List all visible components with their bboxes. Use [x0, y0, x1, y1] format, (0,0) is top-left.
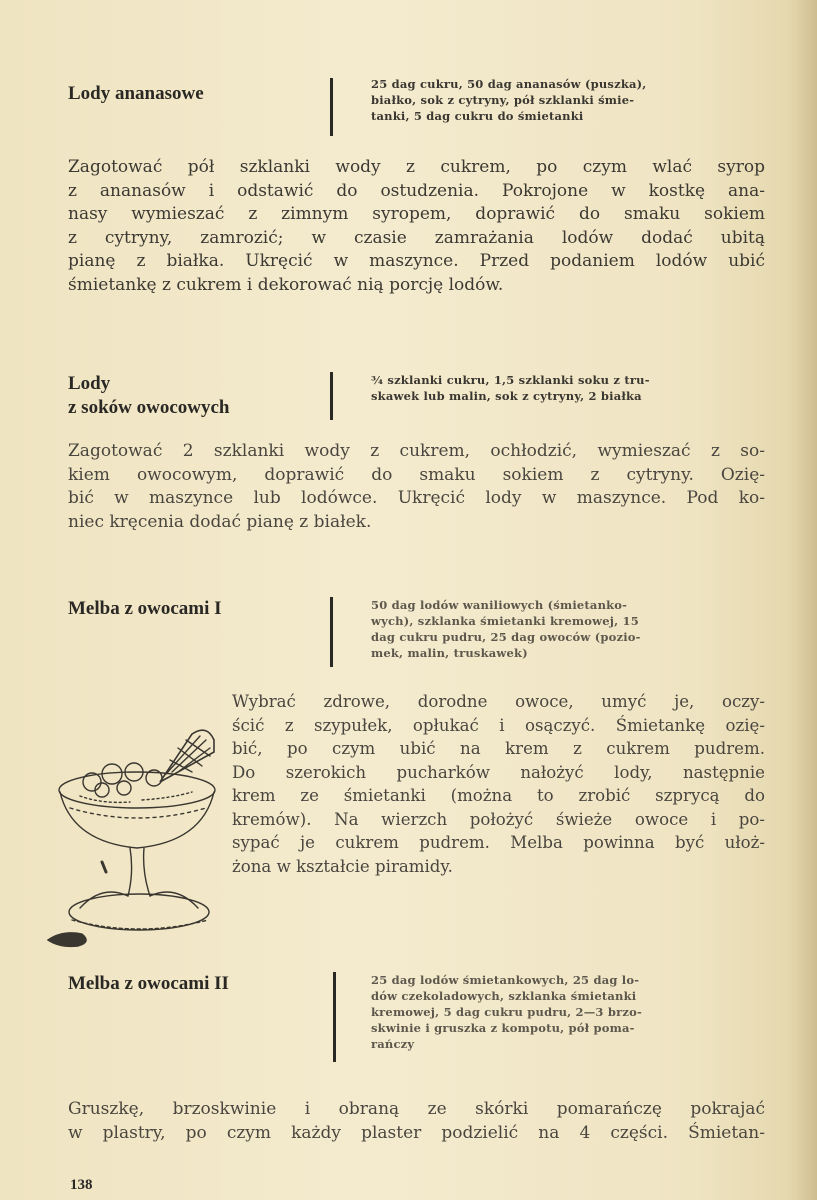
recipe-title-melba-1: [68, 597, 222, 621]
body-line: żona w kształcie piramidy.: [232, 856, 453, 876]
divider-bar: [330, 372, 333, 420]
ingredient-line: kremowej, 5 dag cukru pudru, 2—3 brzo-: [371, 1005, 642, 1019]
recipe-title-line: Lody: [68, 373, 111, 394]
body-line: bić, po czym ubić na krem z cukrem pudrem.: [232, 739, 765, 758]
recipe-body-melba-1: [232, 690, 765, 878]
recipe-title-line: Melba z owocami II: [68, 973, 229, 994]
body-line: sypać je cukrem pudrem. Melba powinna być ułoż-: [232, 833, 765, 852]
ingredients-melba-2: [371, 972, 771, 1052]
body-line: niec kręcenia dodać pianę z białek.: [68, 511, 372, 532]
body-line: z cytryny, zamrozić; w czasie zamrażania lodów dodać ubitą: [68, 227, 765, 248]
body-line: Wybrać zdrowe, dorodne owoce, umyć je, oczy-: [232, 692, 765, 711]
sundae-cup-illustration: [42, 712, 232, 952]
body-line: Zagotować pół szklanki wody z cukrem, po czym wlać syrop: [68, 157, 765, 177]
recipe-title-line: Lody ananasowe: [68, 83, 204, 104]
ingredient-line: 25 dag cukru, 50 dag ananasów (puszka),: [371, 77, 647, 91]
recipe-body-lody-ananasowe: [68, 156, 765, 298]
ingredient-line: dag cukru pudru, 25 dag owoców (pozio-: [371, 630, 641, 644]
recipe-title-lody-ananasowe: [68, 82, 204, 106]
divider-bar: [330, 597, 333, 667]
body-line: kiem owocowym, doprawić do smaku sokiem z cytryny. Ozię-: [68, 464, 765, 485]
recipe-title-lody-z-sokow: [68, 372, 230, 420]
ingredient-line: skwinie i gruszka z kompotu, pół poma-: [371, 1021, 635, 1035]
recipe-title-line: z soków owocowych: [68, 397, 230, 418]
ingredient-line: mek, malin, truskawek): [371, 646, 528, 660]
body-line: Do szerokich pucharków nałożyć lody, następnie: [232, 762, 765, 782]
body-line: krem ze śmietanki (można to zrobić szprycą do: [232, 786, 765, 805]
ingredient-line: białko, sok z cytryny, pół szklanki śmie-: [371, 93, 635, 107]
ingredient-line: 25 dag lodów śmietankowych, 25 dag lo-: [371, 973, 640, 987]
divider-bar: [330, 78, 333, 136]
divider-bar: [333, 972, 336, 1062]
ingredients-lody-z-sokow: [371, 372, 771, 404]
page-number: 138: [70, 1177, 93, 1193]
ingredient-line: rańczy: [371, 1037, 415, 1051]
recipe-body-lody-z-sokow: [68, 440, 765, 534]
ingredient-line: 50 dag lodów waniliowych (śmietanko-: [371, 598, 628, 612]
body-line: kremów). Na wierzch położyć świeże owoce i po-: [232, 809, 765, 829]
page-edge-shadow: [795, 0, 817, 1200]
ingredient-line: ¾ szklanki cukru, 1,5 szklanki soku z tru-: [371, 373, 650, 387]
ingredient-line: skawek lub malin, sok z cytryny, 2 białka: [371, 389, 642, 403]
recipe-title-melba-2: [68, 972, 229, 996]
body-line: z ananasów i odstawić do ostudzenia. Pokrojone w kostkę ana-: [68, 180, 765, 201]
body-line: bić w maszynce lub lodówce. Ukręcić lody w maszynce. Pod ko-: [68, 488, 765, 509]
body-line: w plastry, po czym każdy plaster podzielić na 4 części. Śmietan-: [68, 1122, 765, 1143]
ingredient-line: dów czekoladowych, szklanka śmietanki: [371, 989, 637, 1003]
ingredients-lody-ananasowe: [371, 76, 771, 124]
recipe-title-line: Melba z owocami I: [68, 598, 222, 619]
body-line: Gruszkę, brzoskwinie i obraną ze skórki pomarańczę pokrajać: [68, 1099, 765, 1119]
body-line: pianę z białka. Ukręcić w maszynce. Przed podaniem lodów ubić: [68, 251, 765, 272]
body-line: śmietankę z cukrem i dekorować nią porcję lodów.: [68, 274, 504, 295]
ingredients-melba-1: [371, 597, 771, 661]
body-line: Zagotować 2 szklanki wody z cukrem, ochłodzić, wymieszać z so-: [68, 441, 765, 461]
ingredient-line: tanki, 5 dag cukru do śmietanki: [371, 109, 584, 123]
recipe-body-melba-2: [68, 1098, 765, 1145]
ingredient-line: wych), szklanka śmietanki kremowej, 15: [371, 614, 639, 628]
body-line: ścić z szypułek, opłukać i osączyć. Śmietankę ozię-: [232, 715, 765, 735]
body-line: nasy wymieszać z zimnym syropem, doprawić do smaku sokiem: [68, 204, 765, 225]
